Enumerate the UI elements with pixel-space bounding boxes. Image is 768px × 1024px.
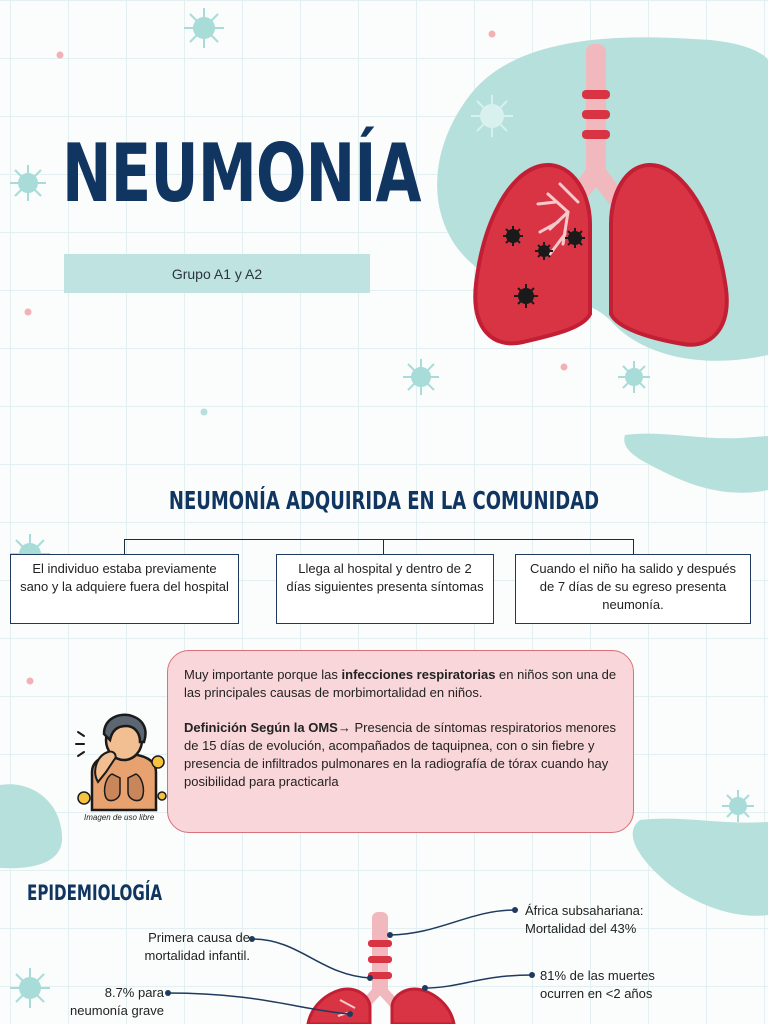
note-line: neumonía grave — [70, 1003, 164, 1018]
text: Muy importante porque las — [184, 667, 342, 682]
highlight-text: Definición Según la OMS — [184, 720, 338, 735]
tree-connector — [383, 539, 384, 554]
note-neumonia-grave — [40, 984, 164, 1020]
definition-box-3 — [515, 554, 751, 624]
sick-person-icon — [74, 712, 174, 812]
virus-icon — [618, 361, 650, 393]
definition-text: Llega al hospital y dentro de 2 días siguientes presenta síntomas — [286, 561, 484, 594]
definition-paragraph — [184, 719, 619, 791]
epidemiology-title: EPIDEMIOLOGÍA — [27, 881, 163, 905]
teal-blob-middle-right — [624, 434, 768, 493]
virus-icon — [184, 8, 224, 48]
highlight-text: infecciones respiratorias — [341, 667, 496, 682]
importance-paragraph — [184, 666, 619, 702]
info-card — [167, 650, 634, 833]
note-line: Primera causa de — [148, 930, 250, 945]
group-label: Grupo A1 y A2 — [171, 265, 263, 282]
note-africa — [525, 902, 725, 938]
note-line: 81% de las muertes — [540, 968, 655, 983]
virus-icon — [722, 790, 754, 822]
tree-connector — [633, 539, 634, 554]
image-credit: Imagen de uso libre — [84, 813, 155, 822]
tree-connector — [124, 539, 125, 554]
definition-text: Cuando el niño ha salido y después de 7 días de su egreso presenta neumonía. — [530, 561, 736, 612]
tree-connector — [124, 539, 634, 540]
definition-box-1 — [10, 554, 239, 624]
note-muertes — [540, 967, 720, 1003]
text: Presencia de síntomas respiratorios menores de 15 días de evolución, acompañados de taquipnea, con o sin fiebre y presencia de infiltrados pulmonares en la radiografía de tórax cuando hay posibilidad para practicarla — [184, 720, 617, 789]
section-title: NEUMONÍA ADQUIRIDA EN LA COMUNIDAD — [168, 486, 600, 515]
page-title: NEUMONÍA — [62, 127, 421, 220]
definition-text: El individuo estaba previamente sano y la adquiere fuera del hospital — [20, 561, 229, 594]
text: en niños son una de las principales causas de morbimortalidad en niños. — [184, 667, 617, 700]
arrow-icon: → — [337, 720, 351, 735]
definition-box-2 — [276, 554, 494, 624]
virus-icon — [403, 359, 439, 395]
note-line: mortalidad infantil. — [144, 948, 250, 963]
note-primera-causa — [100, 929, 250, 965]
note-line: Mortalidad del 43% — [525, 921, 637, 936]
group-label-box — [64, 254, 370, 293]
virus-icon — [10, 165, 46, 201]
note-line: 8.7% para — [104, 985, 164, 1000]
lungs-illustration — [468, 44, 738, 356]
teal-blob-left — [0, 784, 62, 868]
note-line: ocurren en <2 años — [540, 986, 653, 1001]
note-line: África subsahariana: — [525, 903, 644, 918]
